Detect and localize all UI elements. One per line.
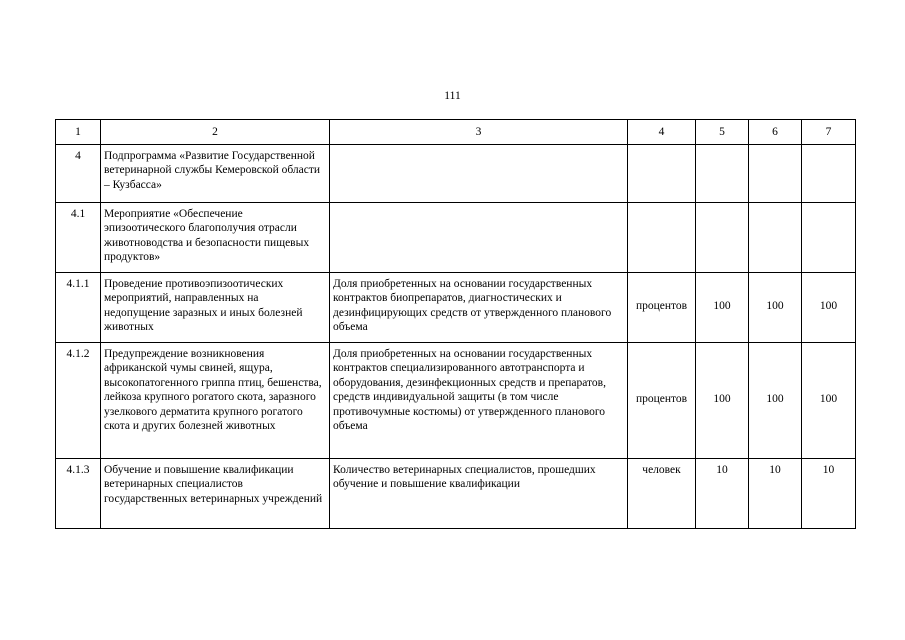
row-value-5: 10 xyxy=(696,458,749,528)
row-indicator: Количество ветеринарных специалистов, прошедших обучение и повышение квалификации xyxy=(330,458,628,528)
row-indicator: Доля приобретенных на основании государственных контрактов специализированного автотранспорта и оборудования, дезинфекционных средств и препаратов, средств индивидуальной защиты (в том числе противочумные костюмы) от утвержденного планового объема xyxy=(330,342,628,458)
row-value-5: 100 xyxy=(696,342,749,458)
row-value-7: 10 xyxy=(802,458,856,528)
row-value-7: 100 xyxy=(802,272,856,342)
row-value-5: 100 xyxy=(696,272,749,342)
row-number: 4.1.2 xyxy=(56,342,101,458)
table-row xyxy=(56,458,856,528)
row-unit: процентов xyxy=(628,342,696,458)
header-col-1: 1 xyxy=(56,120,101,145)
row-number: 4.1 xyxy=(56,202,101,272)
header-col-7: 7 xyxy=(802,120,856,145)
row-value-7 xyxy=(802,144,856,202)
row-unit xyxy=(628,202,696,272)
table-row xyxy=(56,202,856,272)
row-name: Предупреждение возникновения африканской чумы свиней, ящура, высокопатогенного гриппа птиц, бешенства, лейкоза крупного рогатого скота, заразного узелкового дерматита крупного рогатого скота и других болезней животных xyxy=(101,342,330,458)
row-value-6: 10 xyxy=(749,458,802,528)
header-row xyxy=(56,120,856,145)
row-indicator xyxy=(330,144,628,202)
row-name: Мероприятие «Обеспечение эпизоотического благополучия отрасли животноводства и безопасности пищевых продуктов» xyxy=(101,202,330,272)
row-number: 4.1.3 xyxy=(56,458,101,528)
indicators-table xyxy=(55,119,856,529)
table-row xyxy=(56,272,856,342)
row-unit: процентов xyxy=(628,272,696,342)
page-number: 111 xyxy=(444,90,461,102)
row-unit xyxy=(628,144,696,202)
table-row xyxy=(56,144,856,202)
header-col-5: 5 xyxy=(696,120,749,145)
row-indicator: Доля приобретенных на основании государственных контрактов биопрепаратов, диагностических и дезинфицирующих средств от утвержденного планового объема xyxy=(330,272,628,342)
row-value-6 xyxy=(749,202,802,272)
header-col-3: 3 xyxy=(330,120,628,145)
row-name: Подпрограмма «Развитие Государственной ветеринарной службы Кемеровской области – Кузбасса» xyxy=(101,144,330,202)
header-col-4: 4 xyxy=(628,120,696,145)
row-value-6: 100 xyxy=(749,342,802,458)
row-name: Обучение и повышение квалификации ветеринарных специалистов государственных ветеринарных учреждений xyxy=(101,458,330,528)
row-value-6: 100 xyxy=(749,272,802,342)
row-value-5 xyxy=(696,202,749,272)
row-name: Проведение противоэпизоотических мероприятий, направленных на недопущение заразных и иных болезней животных xyxy=(101,272,330,342)
row-indicator xyxy=(330,202,628,272)
table-row xyxy=(56,342,856,458)
row-value-7 xyxy=(802,202,856,272)
row-value-6 xyxy=(749,144,802,202)
row-unit: человек xyxy=(628,458,696,528)
header-col-2: 2 xyxy=(101,120,330,145)
header-col-6: 6 xyxy=(749,120,802,145)
row-value-7: 100 xyxy=(802,342,856,458)
row-number: 4 xyxy=(56,144,101,202)
row-value-5 xyxy=(696,144,749,202)
row-number: 4.1.1 xyxy=(56,272,101,342)
